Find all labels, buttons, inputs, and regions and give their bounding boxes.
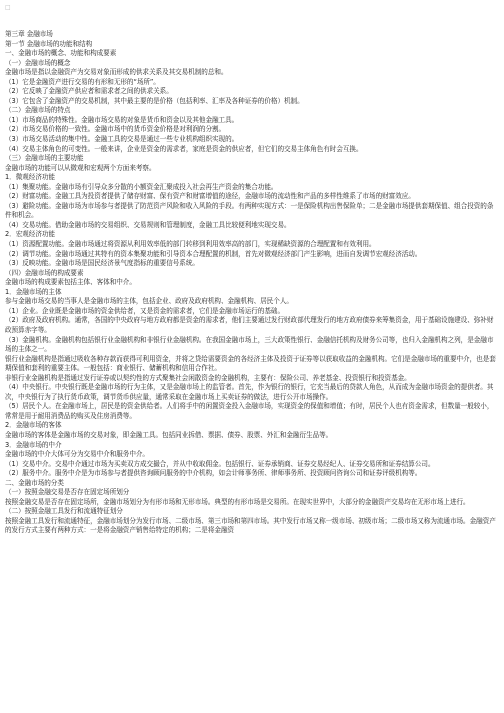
text-line: （2）服务中介。服务中介是为市场参与者提供咨询顾问服务的中介机构，如会计师事务所、律师事务所、投资顾问咨询公司和证券评级机构等。 (5, 469, 422, 478)
text-line: （4）中央银行。中央银行既是金融市场的行为主体，又是金融市场上的监管者。首先，作为银行的银行，它充当最后的贷款人角色，从而成为金融市场资金的提供者。其次，中央银行为了执行货币政策，调节货币供应量，通常采取在金融市场上买卖证券的做法，进行公开市场操作。 (5, 383, 494, 401)
text-line: （1）交易中介。交易中介通过市场为买卖双方成交撮合，并从中收取佣金。包括银行、证券承销商、证券交易经纪人、证券交易所和证券结算公司。 (5, 459, 435, 468)
text-line: （4）交易主体角色的可变性。一般来讲，企业是资金的需求者，家庭是资金的供应者，但它们的交易主体角色有时会互换。 (5, 144, 363, 153)
text-line: 金融市场的中介大体可分为交易中介和服务中介。 (5, 450, 149, 459)
text-line: 2．宏观经济功能 (5, 230, 55, 239)
text-line: （2）财富功能。金融工具为投资者提供了储存财富、保有资产和财富增值的途径，金融市场的流动性和产品的多样性维系了市场的财富效应。 (5, 192, 415, 201)
text-line: 非银行业金融机构是指通过发行证券或以契约性的方式聚集社会闲散资金的金融机构，主要有：保险公司、养老基金、投资银行和投资基金。 (5, 373, 411, 382)
text-line: （三）金融市场的主要功能 (5, 154, 84, 163)
text-line: （二）按照金融工具发行和流通特征划分 (5, 507, 123, 516)
text-line: （1）企业。企业既是金融市场的资金供给者，又是资金的需求者，它们是金融市场运行的基础。 (5, 306, 284, 315)
text-line: 银行业金融机构是指通过吸收各种存款而获得可利用资金，并将之贷给需要资金的各经济主体及投资于证券等以获取收益的金融机构。它们是金融市场的重要中介，也是套期保值和套利的重要主体。一般包括：商业银行、储蓄机构和信用合作社。 (5, 354, 496, 373)
text-line: （1）资源配置功能。金融市场通过将资源从利用效率低的部门转移到利用效率高的部门，实现稀缺资源的合理配置和有效利用。 (5, 240, 376, 249)
text-line: （2）政府及政府机构。通常，各国的中央政府与地方政府都是资金的需求者，他们主要通过发行财政部代理发行的地方政府债券来筹集资金，用于基础设施建设、弥补财政预算赤字等。 (5, 316, 494, 334)
text-line: 按照金融工具发行和流通特征，金融市场划分为发行市场、二级市场、第三市场和第四市场。其中发行市场又称一级市场、初级市场；二级市场又称为流通市场。金融资产的发行方式主要有两种方式：一是将金融资产销售给特定的机构；二是将金融资 (5, 516, 496, 535)
text-line: 参与金融市场交易的当事人是金融市场的主体，包括企业、政府及政府机构、金融机构、居民个人。 (5, 297, 293, 306)
text-line: 金融市场是指以金融资产为交易对象而形成的供求关系及其交易机制的总和。 (5, 68, 228, 77)
text-line: 按照金融交易是否存在固定场所，金融市场划分为有形市场和无形市场。典型的有形市场是交易所。在现实世界中，大部分的金融资产交易均在无形市场上进行。 (5, 497, 470, 506)
page-corner-mark: □ (5, 4, 11, 11)
text-line: （3）避险功能。金融市场为市场参与者提供了防范资产风险和收入风险的手段。有两种实现方式：一是保险机构出售保险单；二是金融市场提供套期保值、组合投资的条件和机会。 (5, 201, 494, 220)
text-line: （3）反映功能。金融市场是国民经济景气度指标的重要信号系统。 (5, 259, 199, 268)
text-line: （2）调节功能。金融市场通过其特有的资本集聚功能和引导资本合理配置的机制，首先对微观经济部门产生影响，进而自发调节宏观经济活动。 (5, 249, 422, 258)
text-line: 一、金融市场的概念、功能和构成要素 (5, 49, 117, 58)
text-line: 1．微观经济功能 (5, 173, 55, 182)
text-line: （1）市场商品的特殊性。金融市场交易的对象是货币和资金以及其他金融工具。 (5, 115, 239, 124)
text-line: 1．金融市场的主体 (5, 287, 62, 296)
text-line: （1）它是金融资产进行交易的有形和无形的“场所”。 (5, 77, 160, 86)
text-line: （5）居民个人。在金融市场上，居民是的资金供给者。人们将手中的闲置资金投入金融市场，实现资金的保值和增值；有时，居民个人也有资金需求，但数量一般较小，常常是用于耐用消费品的购买及住房消费等。 (5, 402, 494, 420)
text-line: 金融市场的功能可以从微观和宏观两个方面来考察。 (5, 163, 156, 172)
text-line: （一）按照金融交易是否存在固定场所划分 (5, 488, 130, 497)
text-line: （3）市场交易活动的集中性。金融工具的交易是通过一些专业机构组织实现的。 (5, 135, 239, 144)
text-line: （3）金融机构。金融机构包括银行业金融机构和非银行业金融机构。在我国金融市场上，三大政策性银行、金融信托机构及财务公司等，也归入金融机构之列，是金融市场的主体之一。 (5, 335, 494, 354)
text-line: （一）金融市场的概念 (5, 58, 71, 67)
text-line: （1）集聚功能。金融市场有引导众多分散的小额资金汇聚成投入社会再生产资金的集合功能。 (5, 182, 278, 191)
text-line: 金融市场的构成要素包括主体、客体和中介。 (5, 278, 136, 287)
text-line: 2．金融市场的客体 (5, 421, 62, 430)
text-line: （四）金融市场的构成要素 (5, 268, 84, 277)
text-line: （二）金融市场的特点 (5, 106, 71, 115)
text-line: （3）它包含了金融资产的交易机制，其中最主要的是价格（包括利率、汇率及各种证券的价格）机制。 (5, 96, 304, 105)
text-line: （2）市场交易价格的一致性。金融市场中的货币资金价格是对利润的分割。 (5, 125, 226, 134)
text-line: 金融市场的客体是金融市场的交易对象，即金融工具。包括同业拆借、票据、债券、股票、外汇和金融衍生品等。 (5, 430, 333, 439)
text-line: （2）它反映了金融资产供应者和需求者之间的供求关系。 (5, 87, 173, 96)
text-line: 第三章 金融市场 (5, 30, 53, 38)
text-line: （4）交易功能。借助金融市场的交易组织、交易规则和管理制度，金融工具比较便利地实现交易。 (5, 220, 291, 229)
document-body (5, 30, 498, 536)
text-line: 3．金融市场的中介 (5, 440, 62, 449)
text-line: 二、金融市场的分类 (5, 478, 64, 487)
text-line: 第一节 金融市场的功能和结构 (5, 39, 93, 48)
